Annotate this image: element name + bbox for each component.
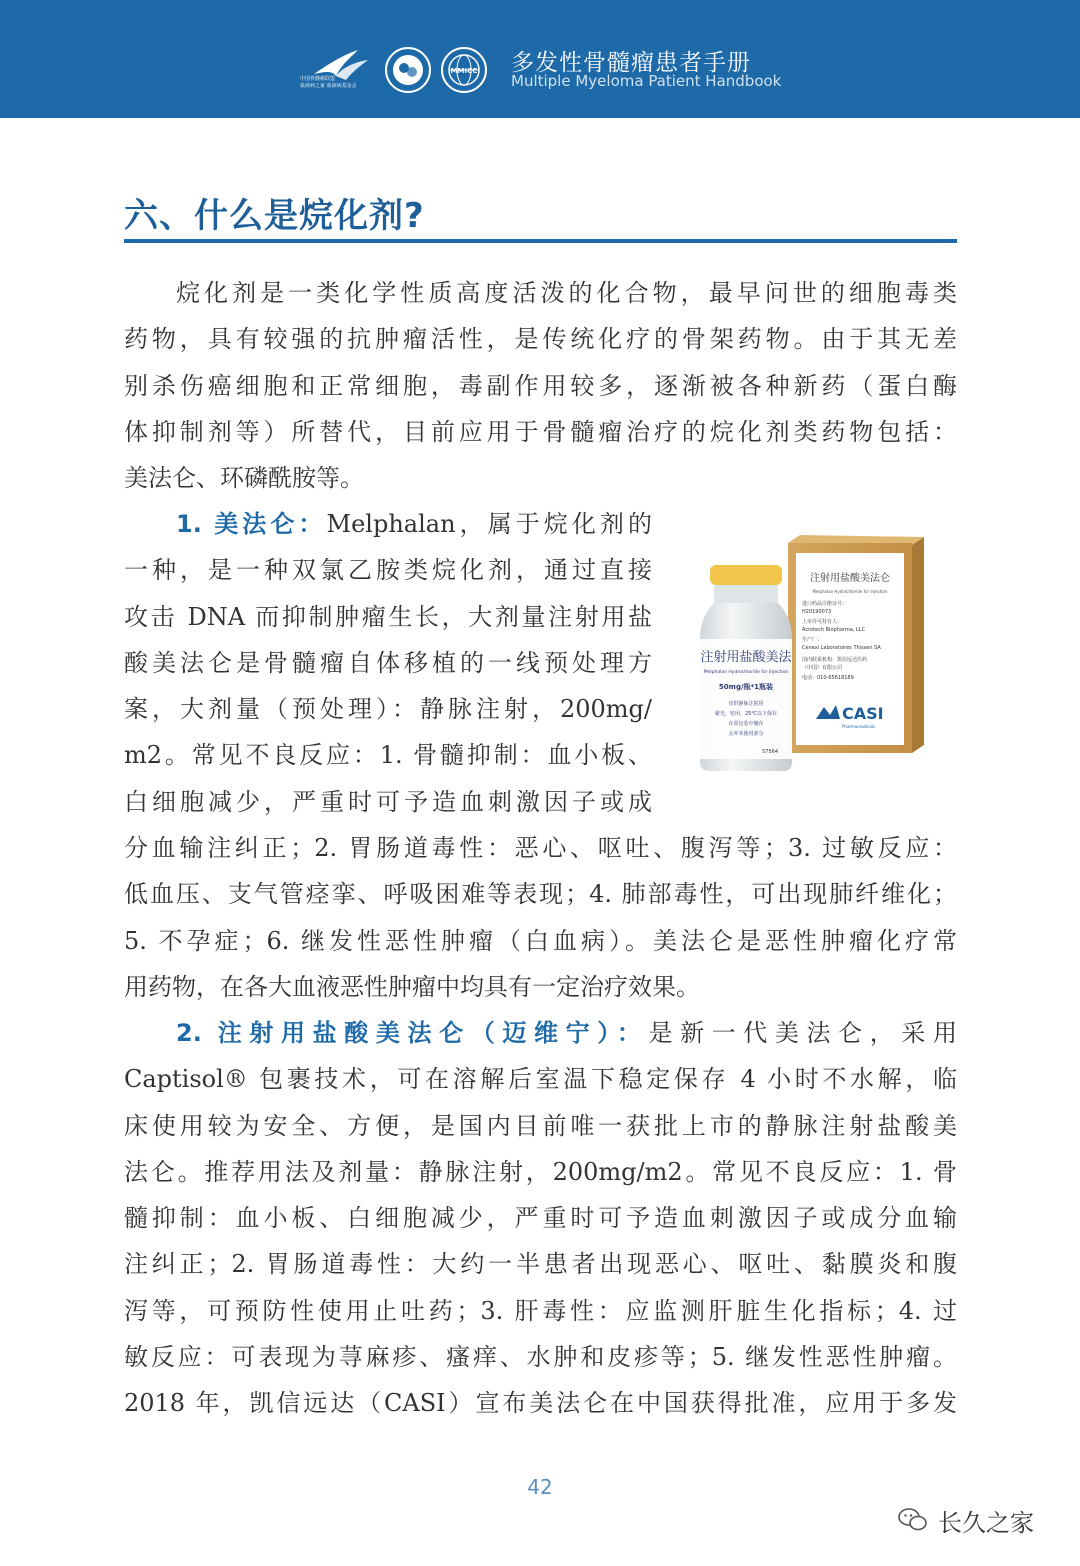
vial-note: 避光，密闭，25℃以下保存: [715, 711, 777, 717]
item1-first-line-text: Melphalan，属于烷化剂的: [326, 510, 652, 538]
page-number: 42: [527, 1475, 553, 1499]
item1-line: 攻击 DNA 而抑制肿瘤生长，大剂量注射用盐: [124, 602, 652, 631]
watermark-text: 长久之家: [938, 1509, 1034, 1537]
item2-first-line: [124, 1010, 957, 1056]
vial-note: 在原包装中储存: [728, 721, 764, 727]
logo-caption-line-2: 血液病之家 血液病基金会: [300, 83, 357, 89]
item1-line: m2。常见不良反应：1. 骨髓抑制：血小板、: [124, 741, 652, 770]
item2-line: 法仑。推荐用法及剂量：静脉注射，200mg/m2。常见不良反应：1. 骨: [124, 1157, 957, 1186]
item2-paragraph: [124, 1010, 957, 1427]
item1-line: 白细胞减少，严重时可予造血刺激因子或成: [124, 787, 652, 816]
intro-paragraph: [124, 270, 957, 501]
box-text-line: 进口药品注册证号：: [802, 601, 848, 607]
header-title: 多发性骨髓瘤患者手册: [511, 50, 751, 76]
logo-caption-line-1: 中国骨髓瘤联盟: [300, 76, 336, 82]
logo-caption: [300, 76, 380, 90]
section-title: 六、什么是烷化剂?: [124, 196, 425, 236]
header-bar: [0, 0, 1080, 118]
section-divider: [124, 239, 957, 243]
box-text-line: 上市许可持有人：: [802, 619, 843, 625]
intro-line: 别杀伤癌细胞和正常细胞，毒副作用较多，逐渐被各种新药（蛋白酶: [124, 371, 957, 400]
item2-line: 床使用较为安全、方便，是国内目前唯一获批上市的静脉注射盐酸美: [124, 1111, 957, 1140]
item2-line: 泻等，可预防性使用止吐药；3. 肝毒性：应监测肝脏生化指标；4. 过: [124, 1296, 957, 1325]
casi-brand-sub: Pharmaceuticals: [842, 724, 876, 729]
intro-line: 烷化剂是一类化学性质高度活泼的化合物，最早问世的细胞毒类: [176, 279, 957, 307]
item1-first-line: [124, 501, 652, 547]
box-text-line: H20190073: [802, 609, 832, 615]
mmicc-badge-text: MMICC: [450, 67, 478, 75]
vial-label-title: 注射用盐酸美法: [700, 650, 792, 665]
intro-line: 药物，具有较强的抗肿瘤活性，是传统化疗的骨架药物。由于其无差: [124, 325, 957, 354]
item2-first-line-text: 是新一代美法仑，采用: [648, 1019, 957, 1047]
wechat-icon: [898, 1507, 928, 1533]
item1-heading: 1. 美法仑：: [176, 510, 327, 538]
item1-line: 一种，是一种双氯乙胺类烷化剂，通过直接: [124, 556, 652, 585]
item2-line: Captisol® 包裹技术，可在溶解后室温下稳定保存 4 小时不水解，临: [124, 1065, 957, 1094]
item2-line: 髓抑制：血小板、白细胞减少，严重时可予造血刺激因子或成分血输: [124, 1204, 957, 1233]
item2-line: 注纠正；2. 胃肠道毒性：大约一半患者出现恶心、呕吐、黏膜炎和腹: [124, 1250, 957, 1279]
box-title: 注射用盐酸美法仑: [810, 573, 890, 584]
item2-line: 敏反应：可表现为荨麻疹、瘙痒、水肿和皮疹等；5. 继发性恶性肿瘤。: [124, 1343, 957, 1372]
box-text-line: Cenexi Laboratoires Thissen SA: [802, 645, 881, 651]
mmicc-globe-icon: [440, 46, 488, 94]
item2-heading: 2. 注射用盐酸美法仑（迈维宁）：: [176, 1019, 649, 1047]
box-subtitle: Melphalan Hydrochloride for Injection: [812, 589, 888, 594]
item1-line: 5. 不孕症；6. 继发性恶性肿瘤（白血病）。美法仑是恶性肿瘤化疗常: [124, 926, 957, 955]
box-text-line: 生产厂：: [802, 637, 823, 643]
item1-line: 低血压、支气管痉挛、呼吸困难等表现；4. 肺部毒性，可出现肺纤维化；: [124, 880, 957, 909]
casi-brand: CASI: [842, 704, 884, 723]
item1-line: 案，大剂量（预处理）：静脉注射，200mg/: [124, 695, 652, 724]
item1-line: 用药物，在各大血液恶性肿瘤中均具有一定治疗效果。: [124, 972, 700, 1001]
intro-line: 美法仑、环磷酰胺等。: [124, 464, 364, 493]
item1-paragraph: [124, 501, 652, 825]
item1-line: 分血输注纠正；2. 胃肠道毒性：恶心、呕吐、腹泻等；3. 过敏反应：: [124, 834, 957, 862]
intro-line: 体抑制剂等）所替代，目前应用于骨髓瘤治疗的烷化剂类药物包括：: [124, 417, 957, 446]
vial-label-subtitle: Melphalan Hydrochloride for Injection: [703, 670, 789, 675]
box-text-line: 国内联系机构：凯信远达医药: [802, 657, 868, 663]
melphalan-product-image: [692, 531, 928, 781]
box-text-line: Acrotech Biopharma, LLC: [802, 627, 866, 633]
box-text-line: （中国）有限公司: [802, 665, 843, 671]
vial-code: 57564: [762, 749, 778, 755]
vial-note: 丢弃未使用部分: [728, 731, 764, 737]
box-text-line: 电话：010-65618189: [802, 675, 854, 681]
foundation-seal-icon: [384, 46, 432, 94]
vial-dose: 50mg/瓶*1瓶装: [718, 683, 774, 691]
item1-continuation: [124, 825, 957, 1010]
vial-note: 仅供静脉注射用: [728, 701, 764, 707]
header-subtitle: Multiple Myeloma Patient Handbook: [511, 72, 782, 90]
item2-line: 2018 年，凯信远达（CASI）宣布美法仑在中国获得批准，应用于多发: [124, 1389, 957, 1418]
item1-line: 酸美法仑是骨髓瘤自体移植的一线预处理方: [124, 648, 652, 677]
